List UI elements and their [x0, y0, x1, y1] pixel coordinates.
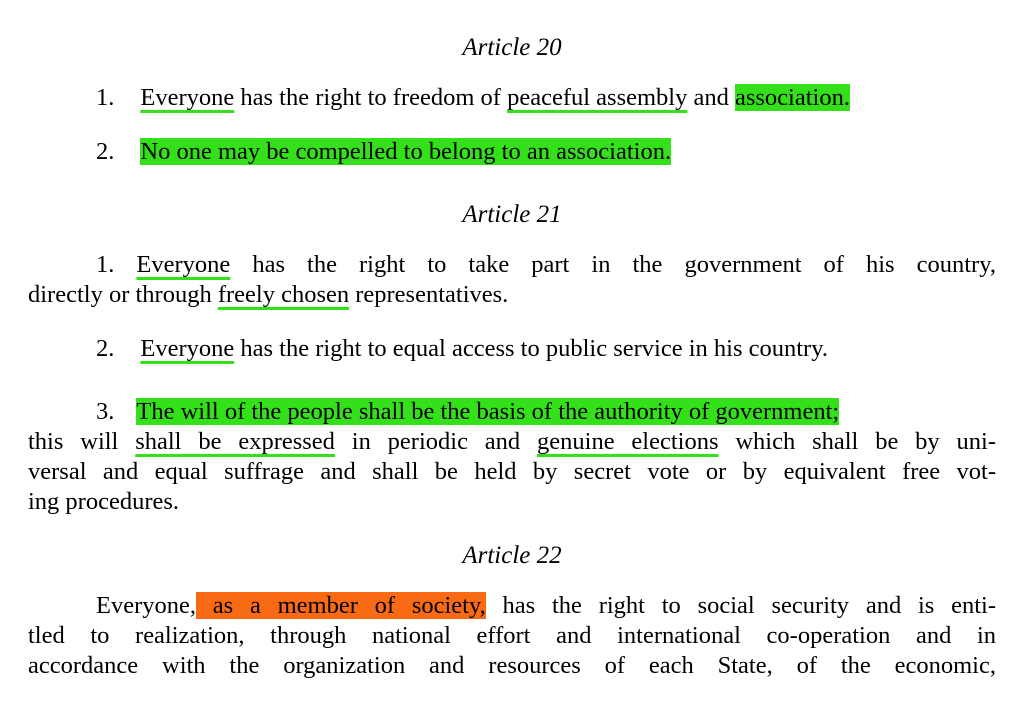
text-run: which shall be by uni-	[718, 428, 996, 455]
annotation-underline-genuine-elections: genuine elections	[537, 428, 719, 455]
annotation-highlight-will-of-the-people: The will of the people shall be the basis of the authority of government;	[136, 398, 840, 425]
annotation-underline-everyone: Everyone	[140, 335, 235, 362]
annotation-highlight-no-one-compelled: No one may be compelled to belong to an association.	[140, 138, 672, 165]
article-22-para-1	[28, 591, 996, 681]
article-20-title: Article 20	[462, 34, 562, 61]
article-21-para-3-line-2	[28, 427, 996, 457]
article-21-para-3-line-1	[28, 397, 996, 427]
text-run: has the right to equal access to public service in his country.	[234, 335, 828, 362]
annotation-underline-shall-be-expressed: shall be expressed	[135, 428, 335, 455]
article-21-para-1-line-1	[28, 250, 996, 280]
para-number: 2.	[96, 138, 115, 165]
article-20-para-1	[28, 83, 996, 113]
para-number: 1.	[96, 251, 115, 278]
article-22-para-1-line-1	[28, 591, 996, 621]
annotation-underline-peaceful-assembly: peaceful assembly	[507, 84, 688, 111]
annotation-underline-everyone: Everyone	[136, 251, 231, 278]
article-22-para-1-line-3: accordance with the organization and resources of each State, of the economic,	[28, 652, 996, 679]
text-run: representatives.	[349, 281, 509, 308]
article-20-para-1-line	[28, 83, 996, 113]
article-20-para-2	[28, 137, 996, 167]
text-run: in periodic and	[334, 428, 538, 455]
text-run: this will	[28, 428, 136, 455]
article-21-para-3	[28, 397, 996, 517]
article-21-para-3-line-3: versal and equal suffrage and shall be held by secret vote or by equivalent free vot-	[28, 458, 996, 485]
text-run: Everyone,	[96, 592, 196, 619]
text-run: has the right to social security and is enti-	[485, 592, 996, 619]
annotation-highlight-member-of-society: as a member of society,	[196, 592, 486, 619]
article-22-title: Article 22	[462, 542, 562, 569]
para-number: 1.	[96, 84, 115, 111]
annotation-highlight-association: association.	[734, 84, 850, 111]
annotation-underline-everyone: Everyone	[140, 84, 235, 111]
article-21-para-3-line-4: ing procedures.	[28, 488, 180, 515]
article-21-para-2-line	[28, 334, 996, 364]
article-21-para-2	[28, 334, 996, 364]
annotation-underline-freely-chosen: freely chosen	[217, 281, 350, 308]
article-21-para-1-line-2	[28, 280, 996, 310]
article-21-para-1	[28, 250, 996, 310]
para-number: 3.	[96, 398, 115, 425]
text-run: directly or through	[28, 281, 218, 308]
article-20-para-2-line	[28, 137, 996, 167]
text-run: has the right to take part in the government of his country,	[230, 251, 996, 278]
para-number: 2.	[96, 335, 115, 362]
text-run: and	[687, 84, 735, 111]
article-21-title: Article 21	[462, 201, 562, 228]
text-run: has the right to freedom of	[234, 84, 508, 111]
article-22-para-1-line-2: tled to realization, through national effort and international co-operation and in	[28, 622, 996, 649]
